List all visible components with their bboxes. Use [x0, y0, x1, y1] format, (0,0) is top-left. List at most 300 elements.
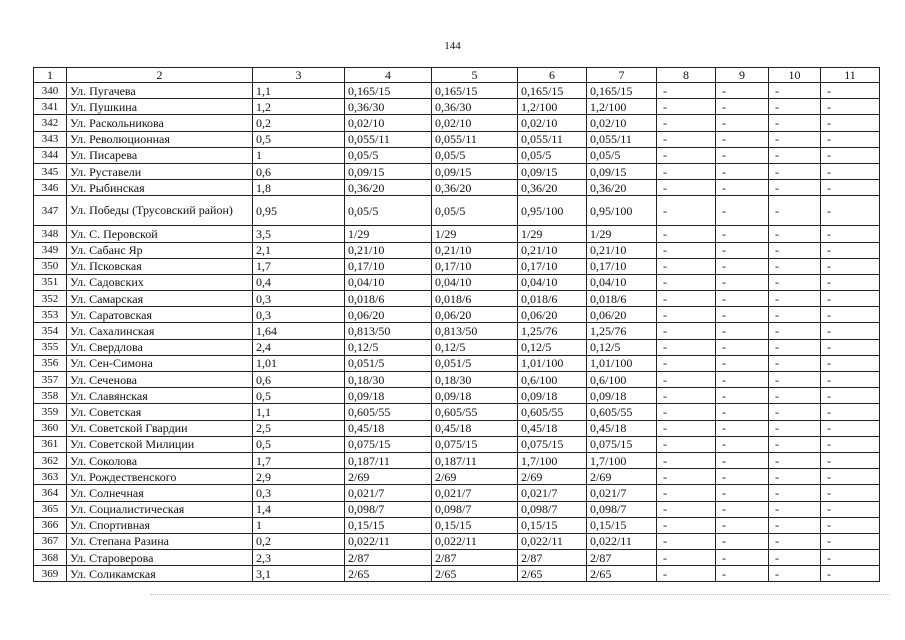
table-row	[34, 501, 880, 517]
col10-cell: -	[769, 566, 821, 582]
col7-cell: 0,21/10	[587, 242, 657, 258]
col10-cell: -	[769, 242, 821, 258]
length-cell: 3,5	[253, 226, 345, 242]
col10-cell: -	[769, 339, 821, 355]
col11-cell: -	[821, 115, 880, 131]
col10-cell: -	[769, 323, 821, 339]
street-name: Ул. Сен-Симона	[67, 355, 253, 371]
col6-cell: 1,2/100	[518, 99, 587, 115]
table-row	[34, 83, 880, 99]
col5-cell: 0,098/7	[432, 501, 518, 517]
col5-cell: 0,17/10	[432, 258, 518, 274]
col11-cell: -	[821, 388, 880, 404]
row-number: 344	[34, 147, 67, 163]
table-row	[34, 226, 880, 242]
length-cell: 1	[253, 147, 345, 163]
col7-cell: 1,25/76	[587, 323, 657, 339]
col10-cell: -	[769, 180, 821, 196]
col10-cell: -	[769, 469, 821, 485]
col9-cell: -	[716, 550, 769, 566]
table-row	[34, 550, 880, 566]
length-cell: 1,1	[253, 404, 345, 420]
street-name: Ул. Руставели	[67, 163, 253, 179]
col7-cell: 1/29	[587, 226, 657, 242]
row-number: 357	[34, 372, 67, 388]
street-name: Ул. Советской Милиции	[67, 436, 253, 452]
col4-cell: 0,018/6	[345, 291, 432, 307]
length-cell: 1	[253, 517, 345, 533]
col8-cell: -	[657, 533, 716, 549]
col4-cell: 0,022/11	[345, 533, 432, 549]
row-number: 365	[34, 501, 67, 517]
data-table	[33, 67, 880, 582]
col9-cell: -	[716, 291, 769, 307]
col6-cell: 0,21/10	[518, 242, 587, 258]
col8-cell: -	[657, 131, 716, 147]
col6-cell: 1/29	[518, 226, 587, 242]
col6-cell: 2/87	[518, 550, 587, 566]
table-row	[34, 517, 880, 533]
row-number: 367	[34, 533, 67, 549]
col10-cell: -	[769, 83, 821, 99]
col8-cell: -	[657, 372, 716, 388]
length-cell: 0,2	[253, 533, 345, 549]
table-row	[34, 115, 880, 131]
col7-cell: 1,01/100	[587, 355, 657, 371]
col10-cell: -	[769, 196, 821, 226]
table-row	[34, 436, 880, 452]
col5-cell: 0,075/15	[432, 436, 518, 452]
col9-cell: -	[716, 83, 769, 99]
col7-cell: 0,098/7	[587, 501, 657, 517]
col7-cell: 0,45/18	[587, 420, 657, 436]
table-row	[34, 163, 880, 179]
length-cell: 1,64	[253, 323, 345, 339]
length-cell: 0,3	[253, 291, 345, 307]
street-name: Ул. Революционная	[67, 131, 253, 147]
row-number: 366	[34, 517, 67, 533]
street-name: Ул. Свердлова	[67, 339, 253, 355]
col6-cell: 0,45/18	[518, 420, 587, 436]
row-number: 348	[34, 226, 67, 242]
col10-cell: -	[769, 274, 821, 290]
column-header: 8	[657, 68, 716, 83]
table-row	[34, 323, 880, 339]
column-header: 7	[587, 68, 657, 83]
col8-cell: -	[657, 436, 716, 452]
col5-cell: 0,04/10	[432, 274, 518, 290]
col6-cell: 1,01/100	[518, 355, 587, 371]
col11-cell: -	[821, 355, 880, 371]
table-row	[34, 274, 880, 290]
col4-cell: 0,098/7	[345, 501, 432, 517]
col4-cell: 0,051/5	[345, 355, 432, 371]
col6-cell: 0,06/20	[518, 307, 587, 323]
col4-cell: 0,813/50	[345, 323, 432, 339]
col10-cell: -	[769, 550, 821, 566]
table-row	[34, 147, 880, 163]
col9-cell: -	[716, 242, 769, 258]
col11-cell: -	[821, 436, 880, 452]
col9-cell: -	[716, 226, 769, 242]
street-name: Ул. Спортивная	[67, 517, 253, 533]
street-name: Ул. Самарская	[67, 291, 253, 307]
col7-cell: 0,055/11	[587, 131, 657, 147]
col5-cell: 0,18/30	[432, 372, 518, 388]
length-cell: 0,2	[253, 115, 345, 131]
col8-cell: -	[657, 226, 716, 242]
col9-cell: -	[716, 307, 769, 323]
col5-cell: 0,36/20	[432, 180, 518, 196]
col5-cell: 2/69	[432, 469, 518, 485]
col8-cell: -	[657, 404, 716, 420]
street-name: Ул. Победы (Трусовский район)	[67, 196, 253, 226]
col8-cell: -	[657, 388, 716, 404]
table-row	[34, 339, 880, 355]
street-name: Ул. Рыбинская	[67, 180, 253, 196]
col7-cell: 1,2/100	[587, 99, 657, 115]
table-row	[34, 131, 880, 147]
col8-cell: -	[657, 307, 716, 323]
col9-cell: -	[716, 115, 769, 131]
col7-cell: 2/87	[587, 550, 657, 566]
col10-cell: -	[769, 436, 821, 452]
table-row	[34, 566, 880, 582]
col9-cell: -	[716, 501, 769, 517]
row-number: 346	[34, 180, 67, 196]
row-number: 368	[34, 550, 67, 566]
row-number: 350	[34, 258, 67, 274]
col5-cell: 0,018/6	[432, 291, 518, 307]
row-number: 369	[34, 566, 67, 582]
col7-cell: 0,09/18	[587, 388, 657, 404]
col5-cell: 0,15/15	[432, 517, 518, 533]
length-cell: 2,5	[253, 420, 345, 436]
street-name: Ул. Советской Гвардии	[67, 420, 253, 436]
col5-cell: 0,05/5	[432, 196, 518, 226]
row-number: 351	[34, 274, 67, 290]
col8-cell: -	[657, 83, 716, 99]
col10-cell: -	[769, 131, 821, 147]
col11-cell: -	[821, 131, 880, 147]
column-header: 4	[345, 68, 432, 83]
street-name: Ул. Саратовская	[67, 307, 253, 323]
col5-cell: 0,021/7	[432, 485, 518, 501]
col10-cell: -	[769, 517, 821, 533]
col9-cell: -	[716, 533, 769, 549]
table-row	[34, 533, 880, 549]
col8-cell: -	[657, 420, 716, 436]
col9-cell: -	[716, 436, 769, 452]
col4-cell: 0,36/20	[345, 180, 432, 196]
col11-cell: -	[821, 226, 880, 242]
street-name: Ул. Степана Разина	[67, 533, 253, 549]
col5-cell: 1/29	[432, 226, 518, 242]
col9-cell: -	[716, 469, 769, 485]
street-name: Ул. Сабанс Яр	[67, 242, 253, 258]
col4-cell: 0,021/7	[345, 485, 432, 501]
col10-cell: -	[769, 115, 821, 131]
row-number: 347	[34, 196, 67, 226]
col7-cell: 0,6/100	[587, 372, 657, 388]
col8-cell: -	[657, 355, 716, 371]
col10-cell: -	[769, 533, 821, 549]
row-number: 358	[34, 388, 67, 404]
col10-cell: -	[769, 404, 821, 420]
street-name: Ул. Пугачева	[67, 83, 253, 99]
col11-cell: -	[821, 485, 880, 501]
col9-cell: -	[716, 420, 769, 436]
column-header: 1	[34, 68, 67, 83]
street-name: Ул. Сахалинская	[67, 323, 253, 339]
col11-cell: -	[821, 501, 880, 517]
row-number: 361	[34, 436, 67, 452]
col10-cell: -	[769, 291, 821, 307]
col4-cell: 0,36/30	[345, 99, 432, 115]
col8-cell: -	[657, 115, 716, 131]
col4-cell: 1/29	[345, 226, 432, 242]
street-name: Ул. Соликамская	[67, 566, 253, 582]
col5-cell: 0,02/10	[432, 115, 518, 131]
length-cell: 0,5	[253, 131, 345, 147]
col7-cell: 0,12/5	[587, 339, 657, 355]
col8-cell: -	[657, 469, 716, 485]
col5-cell: 2/87	[432, 550, 518, 566]
row-number: 352	[34, 291, 67, 307]
table-row	[34, 404, 880, 420]
col4-cell: 0,04/10	[345, 274, 432, 290]
col6-cell: 0,17/10	[518, 258, 587, 274]
row-number: 359	[34, 404, 67, 420]
col5-cell: 0,36/30	[432, 99, 518, 115]
col8-cell: -	[657, 452, 716, 468]
col4-cell: 0,05/5	[345, 147, 432, 163]
col7-cell: 0,021/7	[587, 485, 657, 501]
col6-cell: 0,022/11	[518, 533, 587, 549]
col6-cell: 1,25/76	[518, 323, 587, 339]
col9-cell: -	[716, 404, 769, 420]
col10-cell: -	[769, 258, 821, 274]
table-row	[34, 372, 880, 388]
col9-cell: -	[716, 99, 769, 115]
street-name: Ул. Раскольникова	[67, 115, 253, 131]
length-cell: 0,3	[253, 307, 345, 323]
col9-cell: -	[716, 388, 769, 404]
col9-cell: -	[716, 180, 769, 196]
col8-cell: -	[657, 323, 716, 339]
col6-cell: 0,12/5	[518, 339, 587, 355]
table-row	[34, 99, 880, 115]
street-name: Ул. Сеченова	[67, 372, 253, 388]
column-header: 3	[253, 68, 345, 83]
col11-cell: -	[821, 274, 880, 290]
street-name: Ул. Советская	[67, 404, 253, 420]
col7-cell: 1,7/100	[587, 452, 657, 468]
col5-cell: 0,45/18	[432, 420, 518, 436]
table-header-row	[34, 68, 880, 83]
col7-cell: 0,17/10	[587, 258, 657, 274]
col5-cell: 0,813/50	[432, 323, 518, 339]
length-cell: 2,1	[253, 242, 345, 258]
col6-cell: 0,95/100	[518, 196, 587, 226]
col9-cell: -	[716, 452, 769, 468]
street-name: Ул. Пушкина	[67, 99, 253, 115]
length-cell: 2,9	[253, 469, 345, 485]
col9-cell: -	[716, 485, 769, 501]
street-name: Ул. Садовских	[67, 274, 253, 290]
col8-cell: -	[657, 147, 716, 163]
length-cell: 1,7	[253, 452, 345, 468]
col5-cell: 0,09/15	[432, 163, 518, 179]
col7-cell: 0,04/10	[587, 274, 657, 290]
col10-cell: -	[769, 485, 821, 501]
col5-cell: 0,21/10	[432, 242, 518, 258]
street-name: Ул. Рождественского	[67, 469, 253, 485]
col8-cell: -	[657, 196, 716, 226]
column-header: 6	[518, 68, 587, 83]
col11-cell: -	[821, 163, 880, 179]
col4-cell: 0,02/10	[345, 115, 432, 131]
col6-cell: 0,021/7	[518, 485, 587, 501]
col6-cell: 0,09/15	[518, 163, 587, 179]
col9-cell: -	[716, 163, 769, 179]
column-header: 9	[716, 68, 769, 83]
col4-cell: 0,17/10	[345, 258, 432, 274]
length-cell: 2,4	[253, 339, 345, 355]
col6-cell: 2/65	[518, 566, 587, 582]
row-number: 343	[34, 131, 67, 147]
street-name: Ул. Славянская	[67, 388, 253, 404]
col5-cell: 0,05/5	[432, 147, 518, 163]
col8-cell: -	[657, 274, 716, 290]
col10-cell: -	[769, 388, 821, 404]
col5-cell: 0,605/55	[432, 404, 518, 420]
col6-cell: 0,098/7	[518, 501, 587, 517]
length-cell: 1,01	[253, 355, 345, 371]
col11-cell: -	[821, 517, 880, 533]
row-number: 364	[34, 485, 67, 501]
col4-cell: 2/69	[345, 469, 432, 485]
col11-cell: -	[821, 452, 880, 468]
col8-cell: -	[657, 180, 716, 196]
col5-cell: 0,187/11	[432, 452, 518, 468]
col6-cell: 0,02/10	[518, 115, 587, 131]
col7-cell: 0,02/10	[587, 115, 657, 131]
length-cell: 1,8	[253, 180, 345, 196]
table-row	[34, 291, 880, 307]
col11-cell: -	[821, 323, 880, 339]
col10-cell: -	[769, 163, 821, 179]
length-cell: 0,4	[253, 274, 345, 290]
col7-cell: 0,06/20	[587, 307, 657, 323]
col4-cell: 0,05/5	[345, 196, 432, 226]
col7-cell: 0,09/15	[587, 163, 657, 179]
street-name: Ул. Соколова	[67, 452, 253, 468]
col4-cell: 0,15/15	[345, 517, 432, 533]
col11-cell: -	[821, 339, 880, 355]
col11-cell: -	[821, 469, 880, 485]
col10-cell: -	[769, 307, 821, 323]
col6-cell: 0,605/55	[518, 404, 587, 420]
col4-cell: 0,09/18	[345, 388, 432, 404]
col6-cell: 0,075/15	[518, 436, 587, 452]
col7-cell: 0,605/55	[587, 404, 657, 420]
street-name: Ул. С. Перовской	[67, 226, 253, 242]
col6-cell: 2/69	[518, 469, 587, 485]
col5-cell: 0,051/5	[432, 355, 518, 371]
col7-cell: 0,022/11	[587, 533, 657, 549]
column-header: 11	[821, 68, 880, 83]
col8-cell: -	[657, 501, 716, 517]
col9-cell: -	[716, 339, 769, 355]
col4-cell: 2/65	[345, 566, 432, 582]
col5-cell: 0,12/5	[432, 339, 518, 355]
col8-cell: -	[657, 517, 716, 533]
col7-cell: 0,36/20	[587, 180, 657, 196]
col9-cell: -	[716, 147, 769, 163]
col9-cell: -	[716, 131, 769, 147]
street-name: Ул. Социалистическая	[67, 501, 253, 517]
row-number: 345	[34, 163, 67, 179]
row-number: 341	[34, 99, 67, 115]
col6-cell: 0,6/100	[518, 372, 587, 388]
row-number: 349	[34, 242, 67, 258]
col8-cell: -	[657, 242, 716, 258]
length-cell: 3,1	[253, 566, 345, 582]
col10-cell: -	[769, 226, 821, 242]
col10-cell: -	[769, 372, 821, 388]
col11-cell: -	[821, 404, 880, 420]
col9-cell: -	[716, 323, 769, 339]
col7-cell: 0,018/6	[587, 291, 657, 307]
street-name: Ул. Писарева	[67, 147, 253, 163]
col8-cell: -	[657, 291, 716, 307]
table-row	[34, 180, 880, 196]
table-row	[34, 196, 880, 226]
col10-cell: -	[769, 355, 821, 371]
col8-cell: -	[657, 566, 716, 582]
col4-cell: 0,18/30	[345, 372, 432, 388]
col5-cell: 0,165/15	[432, 83, 518, 99]
col4-cell: 0,055/11	[345, 131, 432, 147]
col9-cell: -	[716, 274, 769, 290]
col5-cell: 0,055/11	[432, 131, 518, 147]
col9-cell: -	[716, 566, 769, 582]
col7-cell: 0,05/5	[587, 147, 657, 163]
col6-cell: 0,165/15	[518, 83, 587, 99]
col11-cell: -	[821, 550, 880, 566]
street-name: Ул. Староверова	[67, 550, 253, 566]
row-number: 355	[34, 339, 67, 355]
length-cell: 0,3	[253, 485, 345, 501]
length-cell: 0,6	[253, 163, 345, 179]
col9-cell: -	[716, 258, 769, 274]
col8-cell: -	[657, 258, 716, 274]
table-row	[34, 469, 880, 485]
length-cell: 1,1	[253, 83, 345, 99]
footer-scan-line	[150, 594, 890, 596]
col8-cell: -	[657, 550, 716, 566]
col11-cell: -	[821, 533, 880, 549]
row-number: 360	[34, 420, 67, 436]
col10-cell: -	[769, 147, 821, 163]
col11-cell: -	[821, 307, 880, 323]
col8-cell: -	[657, 99, 716, 115]
col4-cell: 0,45/18	[345, 420, 432, 436]
row-number: 363	[34, 469, 67, 485]
col4-cell: 0,075/15	[345, 436, 432, 452]
col11-cell: -	[821, 147, 880, 163]
